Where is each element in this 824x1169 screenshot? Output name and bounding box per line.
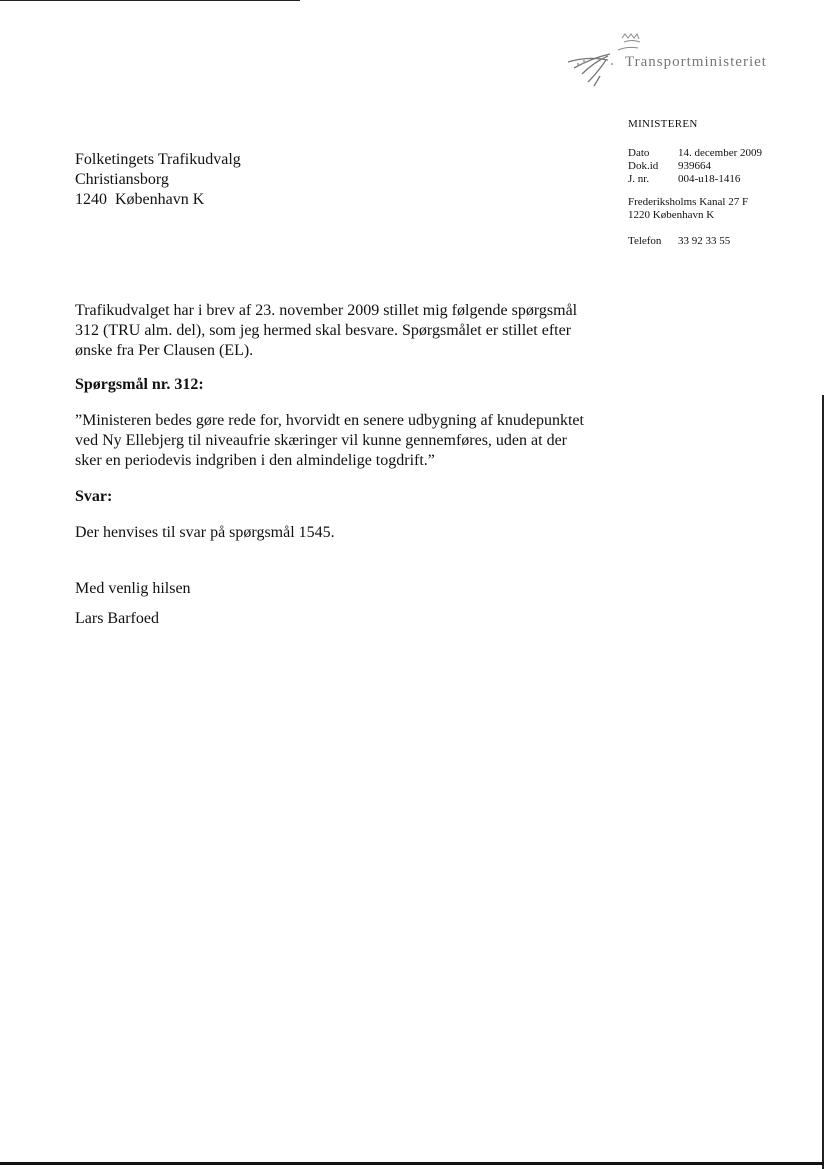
sender-address xyxy=(628,196,762,222)
phone-label: Telefon xyxy=(628,235,662,247)
recipient-line: Christiansborg xyxy=(75,171,169,188)
scan-edge-bottom xyxy=(0,1162,824,1165)
meta-row-date xyxy=(628,147,762,160)
meta-row-journal xyxy=(628,173,762,186)
answer-text: Der henvises til svar på spørgsmål 1545. xyxy=(75,524,335,541)
intro-paragraph: Trafikudvalget har i brev af 23. november 2009 stillet mig følgende spørgsmål 312 (TRU alm. del), som jeg hermed skal besvare. Spørgsmålet er stillet efter ønske fra Per Clausen (EL). xyxy=(75,302,578,359)
meta-label: Dato xyxy=(628,147,650,159)
meta-label: Dok.id xyxy=(628,160,659,172)
answer-heading: Svar: xyxy=(75,488,113,505)
recipient-line: Folketingets Trafikudvalg xyxy=(75,151,241,168)
scan-edge-top xyxy=(0,0,300,1)
recipient-line: 1240 København K xyxy=(75,191,205,208)
closing-salutation: Med venlig hilsen xyxy=(75,580,191,597)
meta-row-docid xyxy=(628,160,762,173)
ministry-logo xyxy=(560,28,790,98)
phone-value: 33 92 33 55 xyxy=(678,235,731,247)
meta-value: 004-u18-1416 xyxy=(678,173,741,185)
logo-wordmark: Transportministeriet xyxy=(625,54,767,70)
question-text: ”Ministeren bedes gøre rede for, hvorvidt en senere udbygning af knudepunktet ved Ny Ellebjerg til niveaufrie skæringer vil kunne gennemføres, uden at der sker en periodevis indgriben i den almindelige togdrift.” xyxy=(75,412,584,469)
question-heading: Spørgsmål nr. 312: xyxy=(75,376,204,393)
letter-body xyxy=(75,301,595,629)
address-line: Frederiksholms Kanal 27 F xyxy=(628,196,749,208)
meta-value: 14. december 2009 xyxy=(678,147,762,159)
address-line: 1220 København K xyxy=(628,209,715,221)
sender-title: MINISTEREN xyxy=(628,118,698,130)
recipient-address xyxy=(75,150,241,210)
phone-row xyxy=(628,235,762,248)
letter-meta-sidebar xyxy=(628,118,762,248)
meta-value: 939664 xyxy=(678,160,711,172)
meta-label: J. nr. xyxy=(628,173,650,185)
signature-name: Lars Barfoed xyxy=(75,610,159,627)
